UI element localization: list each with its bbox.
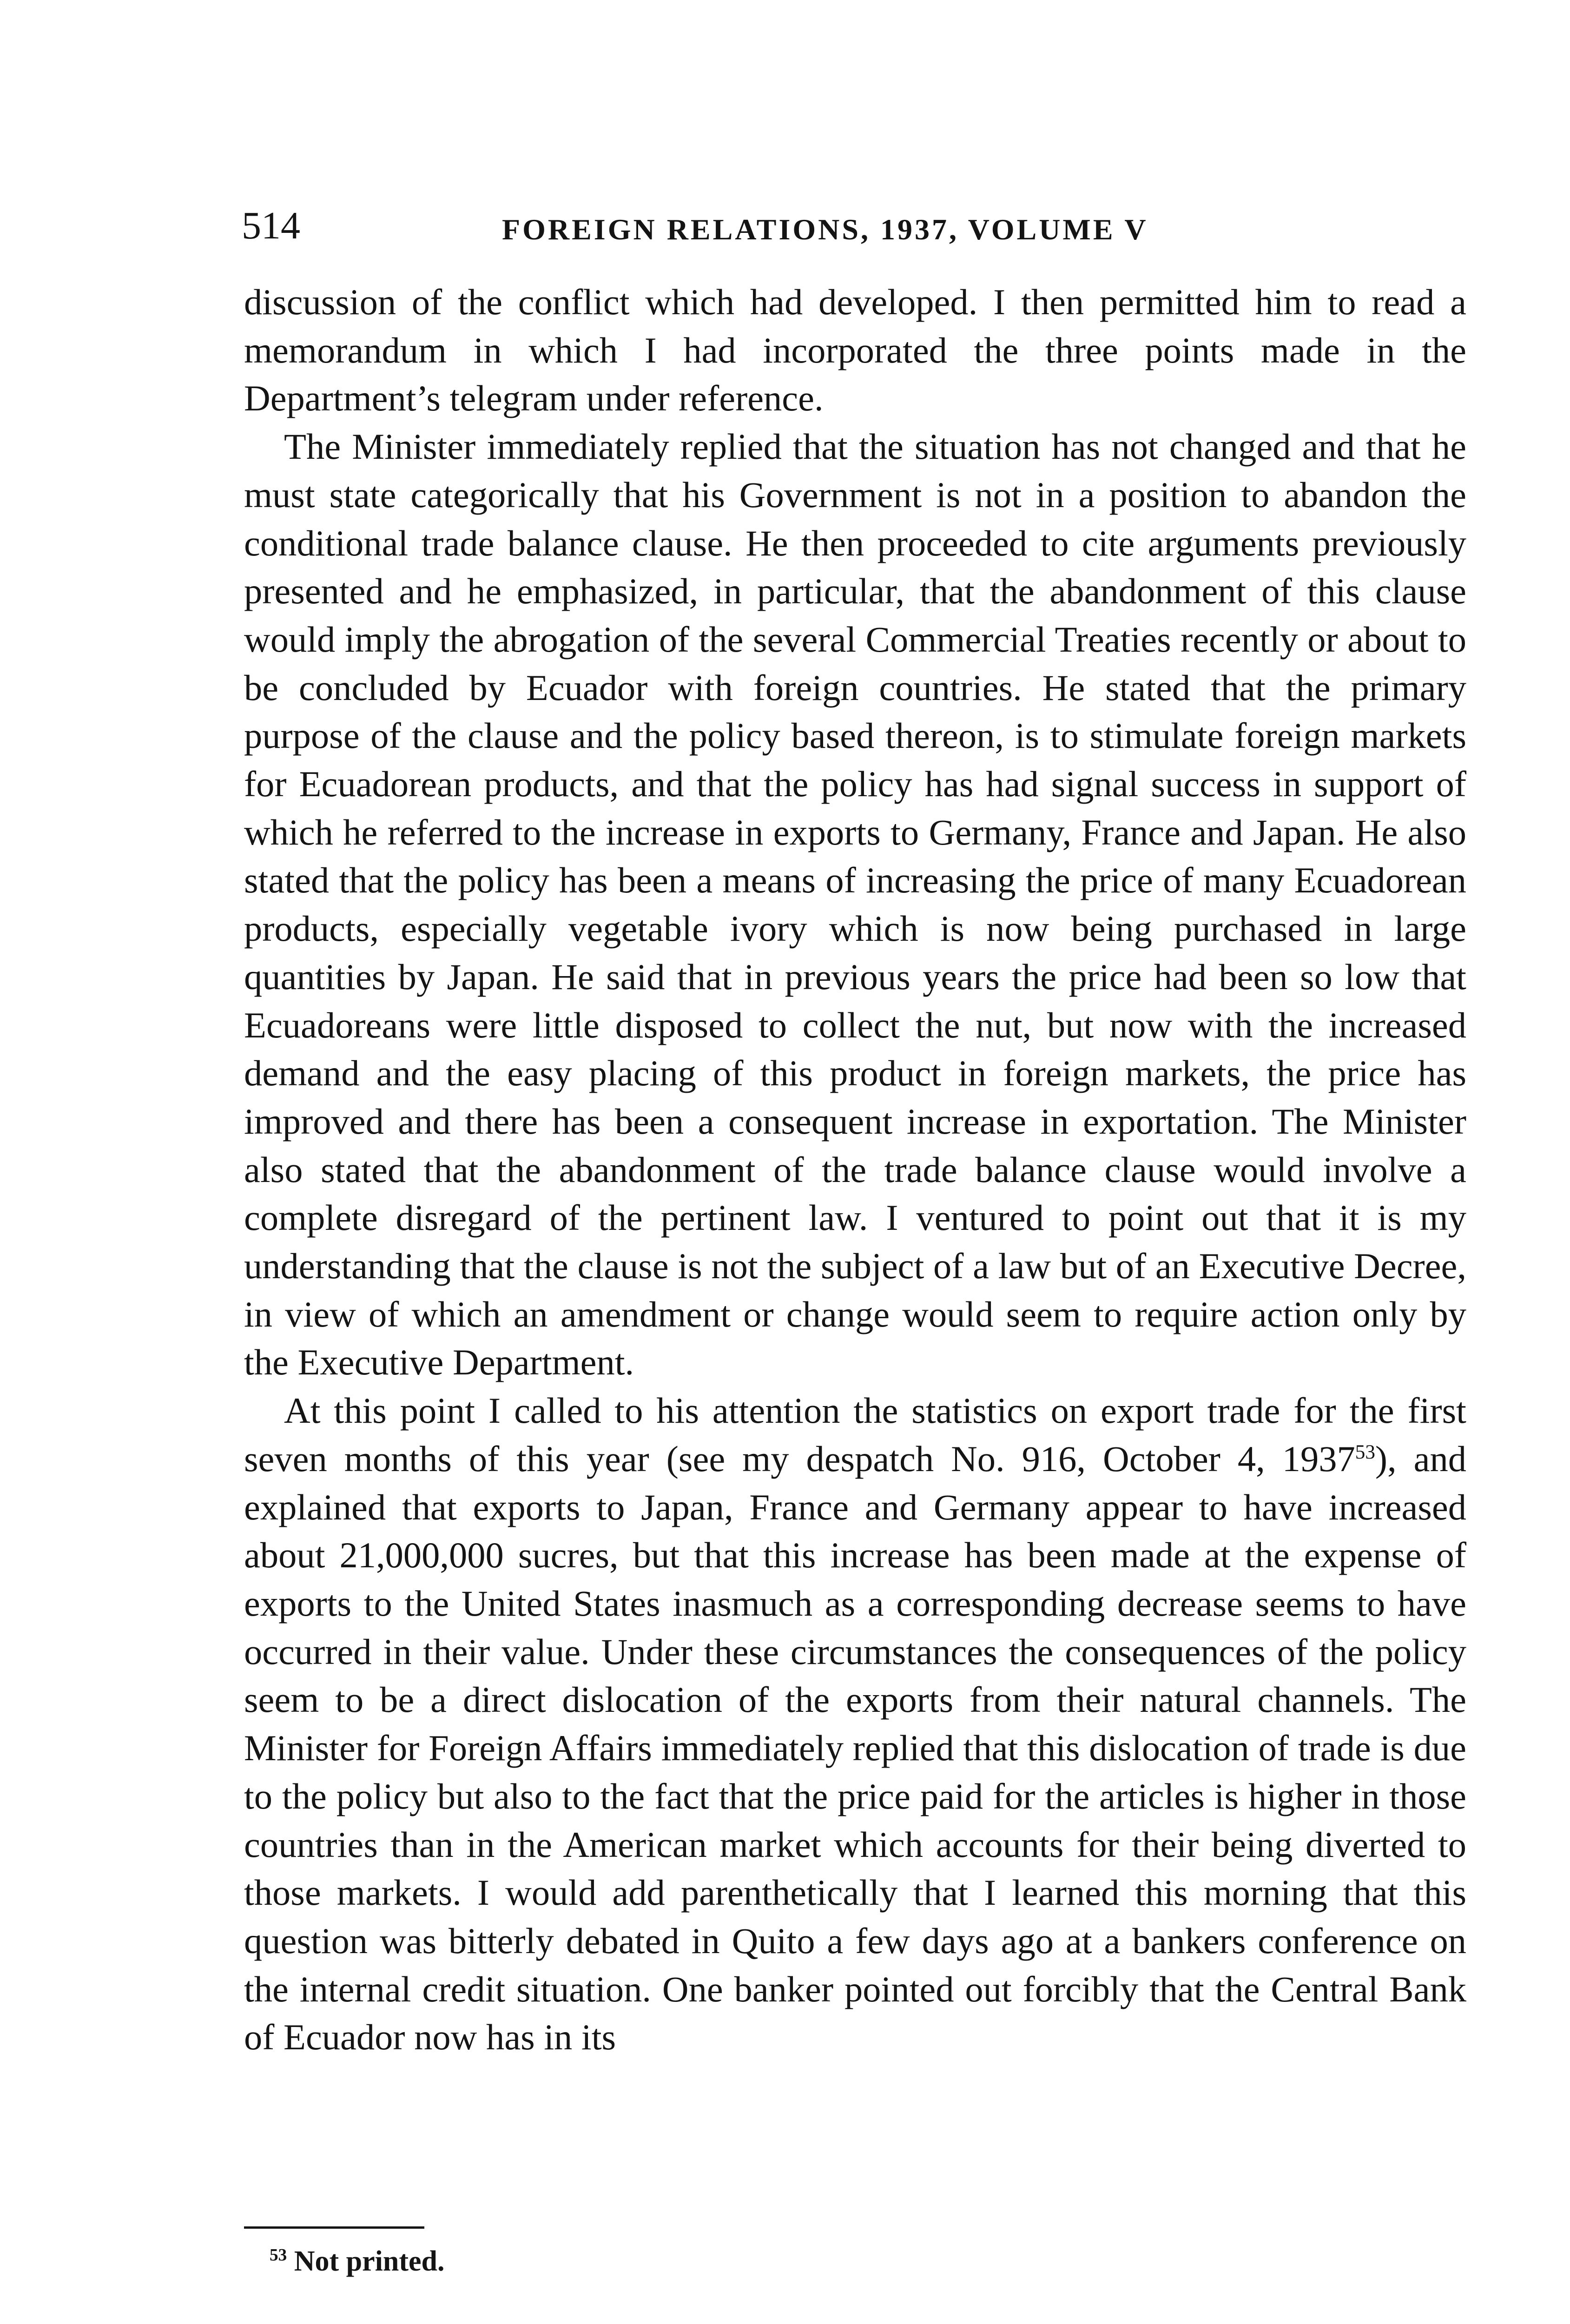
page-number: 514 [242,204,300,247]
footnote-mark: 53 [270,2245,287,2265]
footnote [270,2243,444,2280]
footnote-reference: 53 [1355,1441,1375,1463]
running-head [242,203,1473,254]
footnote-text: Not printed. [294,2245,445,2277]
paragraph-text-part: At this point I called to his attention the statistics on export trade for the first seven months of this year (see my despatch No. 916, October 4, 1937 [244,1390,1466,1479]
body-text [244,278,1466,2156]
paragraph-minister-reply: The Minister immediately replied that the situation has not changed and that he must state categorically that his Government is not in a position to abandon the conditional trade balance clause. He then proceeded to cite arguments previously presented and he emphasized, in particular, that the abandonment of this clause would imply the abrogation of the several Commercial Treaties recently or about to be concluded by Ecuador with foreign countries. He stated that the primary purpose of the clause and the policy based thereon, is to stimulate foreign markets for Ecuadorean products, and that the policy has had signal success in support of which he referred to the increase in exports to Germany, France and Japan. He also stated that the policy has been a means of increasing the price of many Ecuadorean products, especially vegetable ivory which is now being purchased in large quantities by Japan. He said that in previous years the price had been so low that Ecuadoreans were little disposed to collect the nut, but now with the increased demand and the easy placing of this product in foreign markets, the price has improved and there has been a consequent increase in exportation. The Minister also stated that the abandonment of the trade balance clause would involve a complete disregard of the pertinent law. I ventured to point out that it is my understanding that the clause is not the subject of a law but of an Executive Decree, in view of which an amendment or change would seem to require action only by the Executive Department. [244,426,1466,1383]
running-head-title: FOREIGN RELATIONS, 1937, VOLUME V [502,213,1148,246]
paragraph-export-statistics [244,1386,1466,2061]
paragraph-continuation: discussion of the conflict which had developed. I then permitted him to read a memorandum in which I had incorporated the three points made in the Department’s telegram under reference. [244,282,1466,419]
footnote-divider [244,2226,424,2229]
paragraph-text-part: ), and explained that exports to Japan, France and Germany appear to have increased about 21,000,000 sucres, but that this increase has been made at the expense of exports to the United States inasmuch as a corresponding decrease seems to have occurred in their value. Under these circumstances the consequences of the policy seem to be a direct dislocation of the exports from their natural channels. The Minister for Foreign Affairs immediately replied that this dislocation of trade is due to the policy but also to the fact that the price paid for the articles is higher in those countries than in the American market which accounts for their being diverted to those markets. I would add parenthetically that I learned this morning that this question was bitterly debated in Quito a few days ago at a bankers conference on the internal credit situation. One banker pointed out forcibly that the Central Bank of Ecuador now has in its [244,1438,1466,2058]
